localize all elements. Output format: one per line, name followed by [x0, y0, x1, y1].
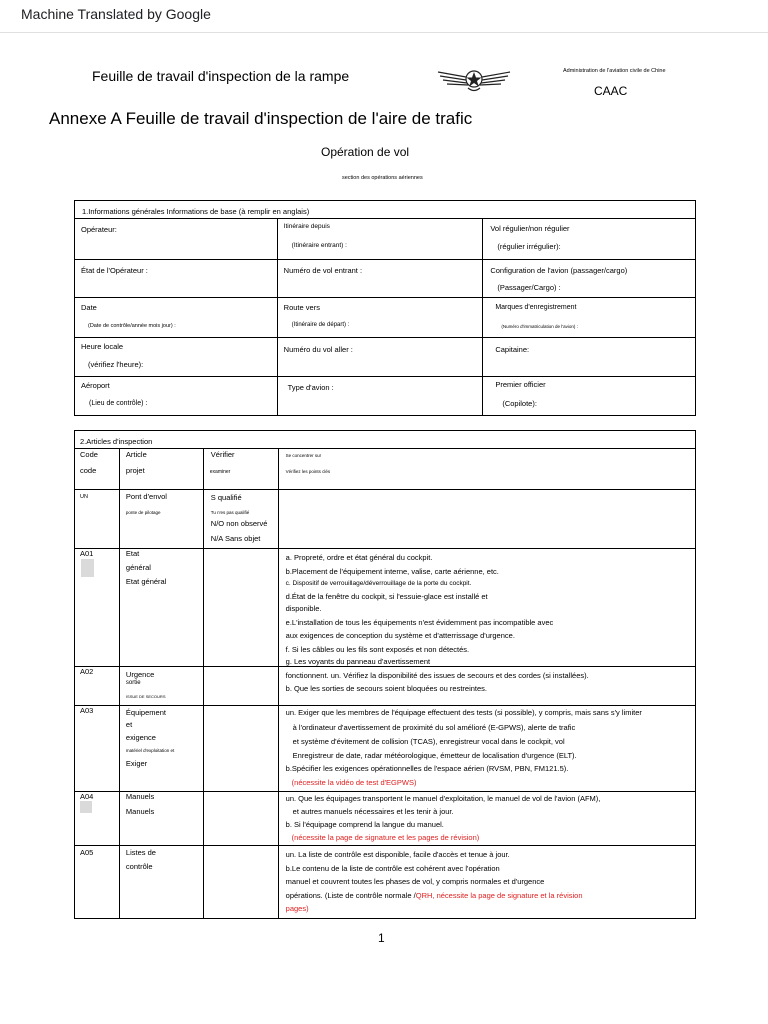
row-article-small: ponte de pilotage	[125, 510, 161, 515]
field-sublabel: (Numéro d'immatriculation de l'avion) :	[501, 324, 578, 329]
check-point: b. Si l'équipage comprend la langue du manuel.	[285, 820, 444, 829]
check-point: g. Les voyants du panneau d'avertissement	[285, 657, 431, 666]
check-point: et système d'évitement de collision (TCAS), enregistreur vocal dans le cockpit, vol	[292, 737, 565, 746]
legend-qualified: S qualifié	[210, 493, 242, 502]
check-point: c. Dispositif de verrouillage/déverrouillage de la porte du cockpit.	[285, 580, 472, 587]
general-row-airport	[75, 377, 696, 416]
row-article: Exiger	[125, 759, 148, 768]
gray-mark	[80, 801, 92, 813]
check-point: b.Placement de l'équipement interne, valise, carte aérienne, etc.	[285, 567, 499, 576]
inspection-row-a04	[75, 792, 696, 846]
check-point: et autres manuels nécessaires et les tenir à jour.	[292, 807, 454, 816]
check-point: opérations. (Liste de contrôle normale /QRH, nécessite la page de signature et la révision	[285, 891, 583, 900]
row-article: Etat	[125, 549, 140, 558]
field-label: Configuration de l'avion (passager/cargo)	[490, 266, 628, 275]
field-sublabel: (Itinéraire entrant) :	[291, 242, 347, 249]
section-label: section des opérations aériennes	[342, 175, 423, 181]
legend-not-observed: N/O non observé	[210, 519, 268, 528]
field-label: Opérateur:	[81, 225, 117, 234]
row-article: Équipement	[125, 708, 166, 717]
field-label: Premier officier	[495, 380, 546, 389]
general-row-time	[75, 338, 696, 377]
field-sublabel: (Lieu de contrôle) :	[89, 400, 148, 407]
row-article: Pont d'envol	[125, 492, 167, 501]
requirement-note: pages)	[285, 904, 309, 913]
inspection-heading: 2.Articles d'inspection	[75, 431, 696, 449]
page-number: 1	[378, 931, 385, 945]
inspection-table	[74, 430, 696, 919]
check-point: e.L'installation de tous les équipements n'est évidemment pas incompatible avec	[285, 618, 554, 627]
field-label: Heure locale	[81, 342, 124, 351]
row-article: Etat général	[125, 577, 167, 586]
check-point: d.État de la fenêtre du cockpit, si l'essuie-glace est installé et	[285, 592, 488, 601]
col-focus: Se concentrer sur	[285, 453, 322, 458]
row-code: A05	[80, 848, 94, 857]
check-point: fonctionnent. un. Vérifiez la disponibilité des issues de secours et des cordes (si installées).	[285, 671, 589, 680]
col-verify-sub: examiner	[209, 469, 231, 475]
field-label: État de l'Opérateur :	[81, 266, 148, 275]
field-label: Numéro du vol aller :	[283, 345, 353, 354]
check-point: b.Spécifier les exigences opérationnelles de l'espace aérien (RVSM, PBN, FM121.5).	[285, 764, 569, 773]
field-label: Type d'avion :	[287, 383, 334, 392]
row-article: et	[125, 720, 133, 729]
row-article: Manuels	[125, 792, 155, 801]
check-point: f. Si les câbles ou les fils sont exposés et non détectés.	[285, 645, 470, 654]
general-row-date	[75, 298, 696, 338]
check-point: b.Le contenu de la liste de contrôle est cohérent avec l'opération	[285, 864, 500, 873]
check-point: un. La liste de contrôle est disponible, facile d'accès et tenue à jour.	[285, 850, 510, 859]
admin-label: Administration de l'aviation civile de Chine	[563, 68, 666, 74]
legend-not-applicable: N/A Sans objet	[210, 534, 261, 543]
col-article: Article	[125, 450, 147, 459]
check-point: Enregistreur de date, radar météorologique, émetteur de localisation d'urgence (ELT).	[292, 751, 577, 760]
field-sublabel: (Copilote):	[502, 399, 537, 408]
field-label: Vol régulier/non régulier	[490, 224, 570, 233]
field-label: Capitaine:	[495, 345, 530, 354]
inspection-row-a02	[75, 667, 696, 706]
gray-mark	[81, 559, 94, 577]
inspection-row-a01	[75, 549, 696, 667]
row-code: UN	[80, 494, 88, 500]
row-article: contrôle	[125, 862, 153, 871]
field-label: Numéro de vol entrant :	[283, 266, 363, 275]
field-label: Route vers	[283, 303, 320, 312]
row-code: A02	[80, 667, 94, 676]
field-sublabel: (régulier irrégulier):	[497, 242, 561, 251]
check-point: à l'ordinateur d'avertissement de proximité du sol amélioré (E-GPWS), alerte de trafic	[292, 723, 576, 732]
requirement-note: (nécessite la page de signature et les pages de révision)	[291, 833, 480, 842]
field-sublabel: (Passager/Cargo) :	[497, 283, 561, 292]
check-point: a. Propreté, ordre et état général du cockpit.	[285, 553, 433, 562]
col-code-sub: code	[80, 466, 97, 475]
row-code: A03	[80, 706, 94, 715]
check-point: manuel et couvrent toutes les phases de vol, y compris normales et d'urgence	[285, 877, 545, 886]
rampe-title: Feuille de travail d'inspection de la rampe	[92, 68, 350, 84]
general-info-table	[74, 200, 696, 416]
general-row-state	[75, 260, 696, 298]
field-sublabel: (Itinéraire de départ) :	[291, 322, 350, 328]
field-label: Aéroport	[81, 381, 110, 390]
field-label: Marques d'enregistrement	[495, 304, 577, 311]
check-point: b. Que les sorties de secours soient bloquées ou restreintes.	[285, 684, 488, 693]
field-sublabel: (vérifiez l'heure):	[88, 360, 144, 369]
field-label: Itinéraire depuis	[283, 223, 330, 230]
general-row-operator	[75, 219, 696, 260]
col-verify: Vérifier	[210, 450, 235, 459]
field-label: Date	[81, 303, 97, 312]
operation-title: Opération de vol	[321, 145, 410, 159]
inspection-column-header	[75, 449, 696, 490]
col-code: Code	[80, 450, 98, 459]
row-article: général	[125, 563, 151, 572]
inspection-row-a03	[75, 706, 696, 792]
inspection-row-un	[75, 490, 696, 549]
row-article-small: ISSUE DE SECOURS	[125, 694, 166, 699]
row-code: A01	[80, 549, 94, 558]
banner-text: Machine Translated by Google	[21, 6, 211, 22]
requirement-note: QRH, nécessite la page de signature et la révision	[415, 891, 583, 900]
row-article: Listes de	[125, 848, 156, 857]
legend-not-qualified: Tu n'es pas qualifié	[210, 510, 250, 515]
general-info-heading: 1.Informations générales Informations de base (à remplir en anglais)	[75, 201, 696, 219]
requirement-note: (nécessite la vidéo de test d'EGPWS)	[291, 778, 417, 787]
check-point: un. Que les équipages transportent le manuel d'exploitation, le manuel de vol de l'avion (AFM),	[285, 794, 601, 803]
check-point: disponible.	[285, 604, 322, 613]
col-focus-sub: Vérifiez les points clés	[285, 469, 331, 474]
check-point: aux exigences de conception du système et d'atterrissage d'urgence.	[285, 631, 515, 640]
caac-label: CAAC	[594, 84, 628, 98]
row-article: Urgence	[125, 670, 155, 679]
row-code: A04	[80, 792, 94, 801]
row-article: sortie	[125, 680, 141, 686]
translation-banner	[0, 0, 768, 33]
caac-emblem-icon	[436, 64, 512, 94]
field-sublabel: (Date de contrôle/année mois jour) :	[88, 323, 176, 329]
row-article: Manuels	[125, 807, 155, 816]
annex-title: Annexe A Feuille de travail d'inspection de l'aire de trafic	[49, 109, 473, 128]
row-article: exigence	[125, 733, 156, 742]
inspection-row-a05	[75, 846, 696, 919]
col-article-sub: projet	[125, 466, 145, 475]
row-article-small: matériel d'exploitation et	[125, 748, 175, 753]
check-point: un. Exiger que les membres de l'équipage effectuent des tests (si possible), y compris, mais sans s'y limiter	[285, 708, 642, 717]
